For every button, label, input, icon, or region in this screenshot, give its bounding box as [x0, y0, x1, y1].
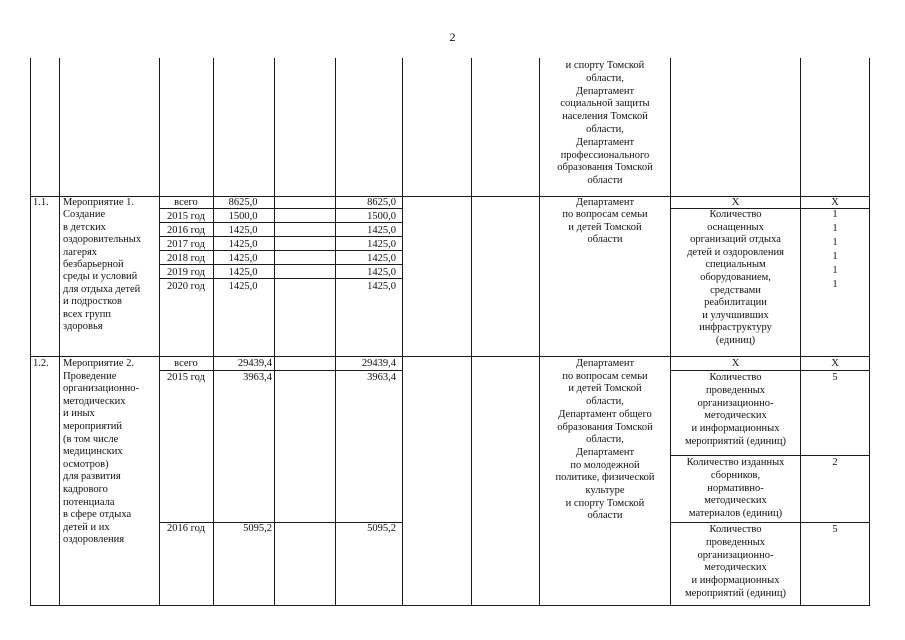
- indicator-text: Количество: [709, 209, 762, 220]
- indicator-value: 1: [832, 209, 838, 220]
- value-header: X: [831, 197, 839, 208]
- executor-text: Департамент общего: [558, 408, 652, 420]
- total-value: 29439,4: [237, 358, 272, 369]
- period-label: 2015 год: [167, 211, 205, 222]
- row-number: 1.2.: [33, 358, 49, 369]
- indicator-text: реабилитации: [704, 297, 767, 309]
- executor-text: образования Томской: [557, 162, 653, 174]
- executor-text: Департамент: [575, 446, 635, 458]
- column-border: [402, 58, 403, 606]
- regional-value: 1425,0: [367, 239, 396, 250]
- indicator-text: методических: [704, 562, 767, 574]
- measure-name: Мероприятие 1.: [63, 197, 135, 208]
- executor-text: области: [587, 234, 623, 246]
- executor-text: области,: [586, 72, 624, 84]
- measure-name: детей и их: [63, 521, 110, 533]
- indicator-text: проведенных: [705, 384, 766, 396]
- column-border: [59, 58, 60, 606]
- executor-text: области,: [586, 396, 624, 408]
- regional-value: 3963,4: [367, 372, 396, 383]
- measure-name: в сфере отдыха: [63, 509, 132, 521]
- total-value: 1425,0: [228, 281, 258, 292]
- measure-name: оздоровления: [63, 534, 125, 546]
- measure-name: осмотров): [63, 458, 109, 470]
- column-border: [274, 58, 275, 606]
- column-border: [159, 58, 160, 606]
- executor-text: Департамент: [575, 136, 635, 148]
- indicator-value: 5: [832, 524, 838, 535]
- executor-text: Департамент: [575, 358, 635, 369]
- indicator-header: X: [731, 197, 740, 208]
- executor-text: Департамент: [575, 197, 635, 208]
- executor-text: области: [587, 175, 623, 187]
- measure-name: для отдыха детей: [63, 283, 141, 295]
- period-label: 2017 год: [167, 239, 205, 250]
- total-value: 1425,0: [228, 267, 258, 278]
- indicator-text: материалов (единиц): [688, 508, 783, 520]
- executor-text: культуре: [585, 485, 625, 496]
- indicator-text: организационно-: [697, 397, 774, 409]
- column-border: [471, 58, 472, 606]
- measure-name: мероприятий: [63, 421, 122, 432]
- measure-name: медицинских: [63, 446, 123, 458]
- measure-name: организационно-: [63, 383, 139, 395]
- indicator-text: оснащенных: [707, 221, 764, 233]
- executor-text: политике, физической: [555, 472, 655, 484]
- executor-text: социальной защиты: [560, 98, 650, 110]
- measure-name: и подростков: [63, 296, 122, 308]
- indicator-divider: [670, 522, 870, 523]
- measure-name: потенциала: [63, 496, 115, 508]
- value-header: X: [831, 358, 839, 369]
- period-label: 2016 год: [167, 523, 205, 534]
- page-number: 2: [449, 30, 456, 44]
- executor-text: по молодежной: [570, 459, 640, 471]
- measure-name: в детских: [63, 221, 106, 233]
- indicator-text: проведенных: [705, 536, 766, 548]
- indicator-text: методических: [704, 495, 767, 507]
- regional-value: 5095,2: [367, 523, 396, 534]
- measure-name: среды и условий: [63, 271, 138, 283]
- measure-name: кадрового: [63, 484, 108, 495]
- measure-name: Проведение: [63, 370, 117, 382]
- regional-value: 1425,0: [367, 253, 396, 264]
- indicator-text: Количество изданных: [686, 457, 785, 468]
- indicator-text: специальным: [705, 259, 766, 271]
- indicator-text: методических: [704, 410, 767, 422]
- period-label: 2019 год: [167, 267, 205, 278]
- indicator-text: и улучшивших: [702, 309, 769, 321]
- period-label: всего: [174, 197, 198, 208]
- regional-value: 1500,0: [367, 211, 396, 222]
- period-label: всего: [174, 358, 198, 369]
- period-label: 2016 год: [167, 225, 205, 236]
- indicator-value: 2: [832, 457, 838, 468]
- indicator-text: средствами: [710, 284, 761, 296]
- executor-text: области,: [586, 124, 624, 135]
- measure-name: оздоровительных: [63, 234, 142, 246]
- executor-text: и детей Томской: [568, 383, 642, 395]
- measure-name: и иных: [63, 408, 95, 420]
- total-value: 5095,2: [243, 523, 272, 534]
- total-value: 1425,0: [228, 239, 258, 250]
- measure-name: Мероприятие 2.: [63, 358, 135, 369]
- executor-text: и детей Томской: [568, 221, 642, 233]
- executor-text: профессионального: [560, 149, 650, 161]
- period-label: 2020 год: [167, 281, 205, 292]
- measure-name: всех групп: [63, 308, 111, 320]
- indicator-text: Количество: [709, 372, 762, 383]
- indicator-text: и информационных: [691, 423, 780, 435]
- measure-name: здоровья: [63, 321, 103, 332]
- indicator-text: и информационных: [691, 575, 780, 587]
- period-label: 2018 год: [167, 253, 205, 264]
- indicator-text: (единиц): [715, 335, 756, 346]
- executor-text: Департамент: [575, 85, 635, 97]
- executor-text: области: [587, 510, 623, 522]
- indicator-text: сборников,: [710, 469, 761, 481]
- regional-value: 1425,0: [367, 267, 396, 278]
- period-label: 2015 год: [167, 372, 205, 383]
- column-border: [30, 58, 31, 606]
- measure-name: методических: [63, 395, 126, 407]
- total-value: 1500,0: [228, 211, 258, 222]
- regional-value: 29439,4: [361, 358, 396, 369]
- indicator-text: мероприятий (единиц): [685, 436, 786, 447]
- row-divider: [30, 356, 870, 357]
- indicator-text: оборудованием,: [700, 272, 771, 283]
- indicator-value: 1: [832, 251, 838, 262]
- measure-name: лагерях: [63, 246, 98, 258]
- indicator-text: организационно-: [697, 549, 774, 561]
- measure-name: (в том числе: [63, 433, 119, 445]
- indicator-header: X: [731, 358, 740, 369]
- regional-value: 8625,0: [367, 197, 396, 208]
- total-value: 1425,0: [228, 253, 258, 264]
- total-value: 1425,0: [228, 225, 258, 236]
- indicator-text: мероприятий (единиц): [685, 588, 786, 599]
- executor-text: по вопросам семьи: [562, 370, 648, 382]
- measure-name: безбарьерной: [63, 259, 124, 270]
- executor-text: населения Томской: [562, 111, 648, 123]
- indicator-divider: [670, 455, 870, 456]
- indicator-value: 1: [832, 223, 838, 234]
- executor-text: по вопросам семьи: [562, 209, 648, 221]
- indicator-value: 1: [832, 279, 838, 290]
- regional-value: 1425,0: [367, 225, 396, 236]
- indicator-value: 1: [832, 237, 838, 248]
- indicator-text: Количество: [709, 524, 762, 535]
- row-number: 1.1.: [33, 197, 49, 208]
- indicator-value: 1: [832, 265, 838, 276]
- measure-name: Создание: [63, 209, 106, 221]
- indicator-value: 5: [832, 372, 838, 383]
- regional-value: 1425,0: [367, 281, 396, 292]
- indicator-text: детей и оздоровления: [687, 246, 784, 258]
- indicator-text: организаций отдыха: [690, 234, 781, 246]
- table-bottom: [30, 605, 870, 606]
- executor-text: и спорту Томской: [565, 60, 645, 71]
- indicator-text: инфраструктуру: [699, 322, 772, 334]
- measure-name: для развития: [63, 471, 121, 483]
- indicator-text: нормативно-: [707, 482, 764, 494]
- total-value: 8625,0: [228, 197, 258, 208]
- executor-text: образования Томской: [557, 421, 653, 433]
- total-value: 3963,4: [243, 372, 272, 383]
- executor-text: и спорту Томской: [565, 497, 645, 509]
- executor-text: области,: [586, 434, 624, 446]
